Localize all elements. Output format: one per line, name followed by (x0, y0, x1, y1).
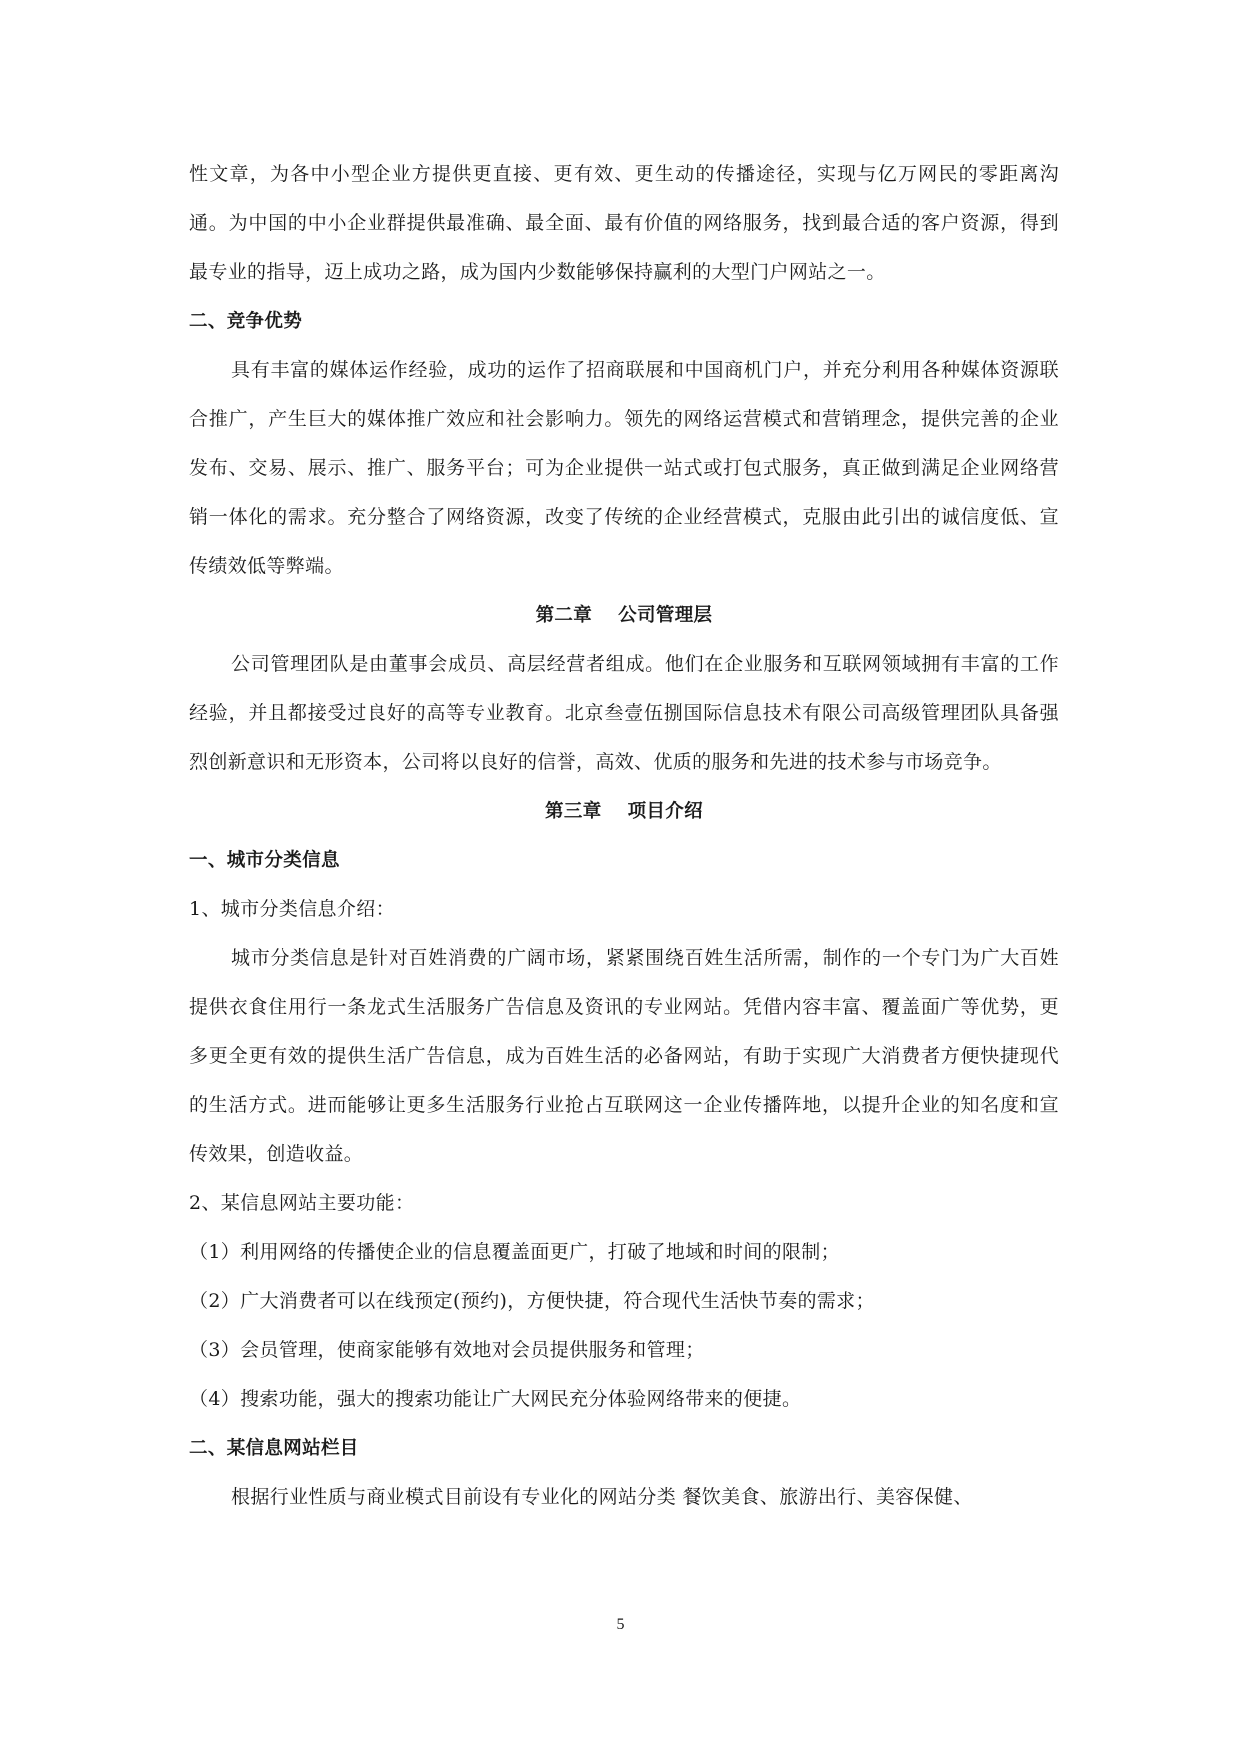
section-heading-site-columns: 二、某信息网站栏目 (189, 1438, 359, 1459)
city-classified-paragraph: 城市分类信息是针对百姓消费的广阔市场，紧紧围绕百姓生活所需，制作的一个专门为广大百姓提供衣食住用行一条龙式生活服务广告信息及资讯的专业网站。凭借内容丰富、覆盖面广等优势，更多更全更有效的提供生活广告信息，成为百姓生活的必备网站，有助于实现广大消费者方便快捷现代的生活方式。进而能够让更多生活服务行业抢占互联网这一企业传播阵地，以提升企业的知名度和宣传效果，创造收益。 (189, 947, 1059, 1165)
function-list-item: （4）搜索功能，强大的搜索功能让广大网民充分体验网络带来的便捷。 (189, 1388, 802, 1410)
chapter-number: 第三章 (545, 801, 602, 822)
subheading-city-classified-intro: 1、城市分类信息介绍： (189, 898, 395, 920)
section-heading-city-classified: 一、城市分类信息 (189, 850, 340, 871)
competitive-advantage-paragraph: 具有丰富的媒体运作经验，成功的运作了招商联展和中国商机门户，并充分利用各种媒体资源联合推广，产生巨大的媒体推广效应和社会影响力。领先的网络运营模式和营销理念，提供完善的企业发布、交易、展示、推广、服务平台；可为企业提供一站式或打包式服务，真正做到满足企业网络营销一体化的需求。充分整合了网络资源，改变了传统的企业经营模式，克服由此引出的诚信度低、宣传绩效低等弊端。 (189, 359, 1059, 577)
chapter-number: 第二章 (535, 605, 593, 626)
page-number: 5 (616, 1616, 625, 1633)
intro-paragraph: 性文章，为各中小型企业方提供更直接、更有效、更生动的传播途径，实现与亿万网民的零距离沟通。为中国的中小企业群提供最准确、最全面、最有价值的网络服务，找到最合适的客户资源，得到最专业的指导，迈上成功之路，成为国内少数能够保持赢利的大型门户网站之一。 (189, 163, 1059, 283)
site-columns-paragraph: 根据行业性质与商业模式目前设有专业化的网站分类 餐饮美食、旅游出行、美容保健、 (231, 1486, 973, 1508)
function-list-item: （3）会员管理，使商家能够有效地对会员提供服务和管理； (189, 1339, 705, 1361)
chapter-heading-project (189, 787, 1059, 836)
function-list-item: （1）利用网络的传播使企业的信息覆盖面更广，打破了地域和时间的限制； (189, 1241, 840, 1263)
chapter-title: 项目介绍 (627, 801, 703, 822)
chapter-heading-management (189, 591, 1059, 640)
subheading-main-functions: 2、某信息网站主要功能： (189, 1192, 415, 1214)
section-heading-competitive-advantage: 二、竞争优势 (189, 311, 303, 332)
function-list-item: （2）广大消费者可以在线预定(预约)，方便快捷，符合现代生活快节奏的需求； (189, 1290, 875, 1312)
management-paragraph: 公司管理团队是由董事会成员、高层经营者组成。他们在企业服务和互联网领域拥有丰富的工作经验，并且都接受过良好的高等专业教育。北京叁壹伍捌国际信息技术有限公司高级管理团队具备强烈创新意识和无形资本，公司将以良好的信誉，高效、优质的服务和先进的技术参与市场竞争。 (189, 653, 1059, 773)
page-body (189, 150, 1059, 1522)
chapter-title: 公司管理层 (618, 605, 713, 626)
